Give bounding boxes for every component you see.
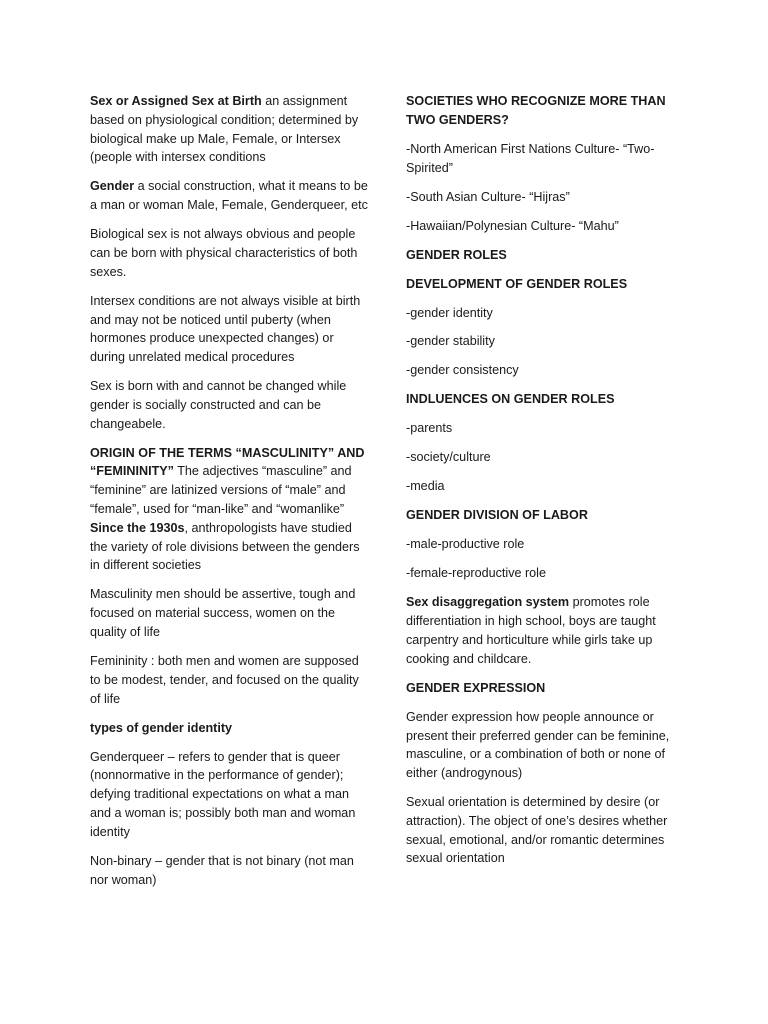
item-gender-identity: -gender identity [406, 305, 493, 320]
item-gender-stability: -gender stability [406, 334, 495, 349]
term-gender: Gender [90, 179, 135, 194]
term-sex-disaggregation-system: Sex disaggregation system [406, 595, 570, 610]
paragraph-intersex: Intersex conditions are not always visible at birth and may not be noticed until puberty (when hormones produce unexpected changes) or during unrelated medical procedures [90, 293, 361, 365]
heading-origin-of-terms: ORIGIN OF THE TERMS “MASCULINITY” AND “FEMININITY” [90, 445, 365, 479]
paragraph-masculinity: Masculinity men should be assertive, tough and focused on material success, women on the quality of life [90, 587, 356, 640]
sex-disaggregation-text: promotes role differentiation in high school, boys are taught carpentry and horticulture while girls take up cooking and childcare. [406, 595, 656, 666]
paragraph-sex-disaggregation [406, 593, 688, 668]
paragraph-origin-of-terms [90, 444, 368, 576]
term-sex: Sex or Assigned Sex at Birth [90, 94, 262, 108]
item-gender-consistency: -gender consistency [406, 363, 519, 378]
paragraph-sexual-orientation: Sexual orientation is determined by desire (or attraction). The object of one’s desires whether sexual, emotional, and/or romantic determines sexual orientation [406, 795, 668, 866]
item-mahu: -Hawaiian/Polynesian Culture- “Mahu” [406, 218, 619, 233]
heading-gender-expression: GENDER EXPRESSION [406, 680, 546, 695]
gender-definition-text: a social construction, what it means to be a man or woman Male, Female, Genderqueer, etc [90, 179, 368, 213]
heading-societies-more-than-two-genders: SOCIETIES WHO RECOGNIZE MORE THAN TWO GENDERS? [406, 94, 666, 127]
item-hijras: -South Asian Culture- “Hijras” [406, 189, 570, 204]
item-parents: -parents [406, 421, 453, 436]
term-since-1930s: Since the 1930s [90, 520, 185, 535]
item-society-culture: -society/culture [406, 450, 491, 465]
heading-influences-on-gender-roles: INDLUENCES ON GENDER ROLES [406, 392, 615, 407]
sex-definition-text: an assignment based on physiological condition; determined by biological make up Male, Female, or Intersex (people with intersex conditions [90, 94, 359, 165]
paragraph-femininity: Femininity : both men and women are supposed to be modest, tender, and focused on the quality of life [90, 654, 359, 706]
paragraph-sex-definition [90, 92, 368, 167]
right-column [406, 92, 688, 878]
paragraph-biological-sex: Biological sex is not always obvious and people can be born with physical characteristics of both sexes. [90, 227, 358, 279]
anthropologists-text: , anthropologists have studied the variety of role divisions between the genders in different societies [90, 520, 360, 573]
heading-development-of-gender-roles: DEVELOPMENT OF GENDER ROLES [406, 276, 628, 291]
paragraph-gender-expression: Gender expression how people announce or present their preferred gender can be feminine, masculine, or a combination of both or none of either (androgynous) [406, 709, 670, 781]
heading-gender-division-of-labor: GENDER DIVISION OF LABOR [406, 508, 588, 523]
item-media: -media [406, 479, 445, 494]
paragraph-non-binary: Non-binary – gender that is not binary (not man nor woman) [90, 853, 354, 887]
heading-gender-roles: GENDER ROLES [406, 247, 507, 262]
paragraph-genderqueer: Genderqueer – refers to gender that is queer (nonnormative in the performance of gender); defying traditional expectations on what a man and a woman is; possibly both man and woman identity [90, 749, 356, 839]
heading-types-of-gender-identity: types of gender identity [90, 720, 233, 735]
left-column [90, 92, 368, 900]
item-male-productive-role: -male-productive role [406, 537, 525, 552]
item-two-spirited: -North American First Nations Culture- “Two-Spirited” [406, 141, 655, 175]
origin-text: The adjectives “masculine” and “feminine” are latinized versions of “male” and “female”, used for “man-like” and “womanlike” [90, 464, 352, 517]
paragraph-sex-vs-gender: Sex is born with and cannot be changed while gender is socially constructed and can be changeabele. [90, 379, 347, 431]
paragraph-gender-definition [90, 177, 368, 215]
item-female-reproductive-role: -female-reproductive role [406, 566, 546, 581]
